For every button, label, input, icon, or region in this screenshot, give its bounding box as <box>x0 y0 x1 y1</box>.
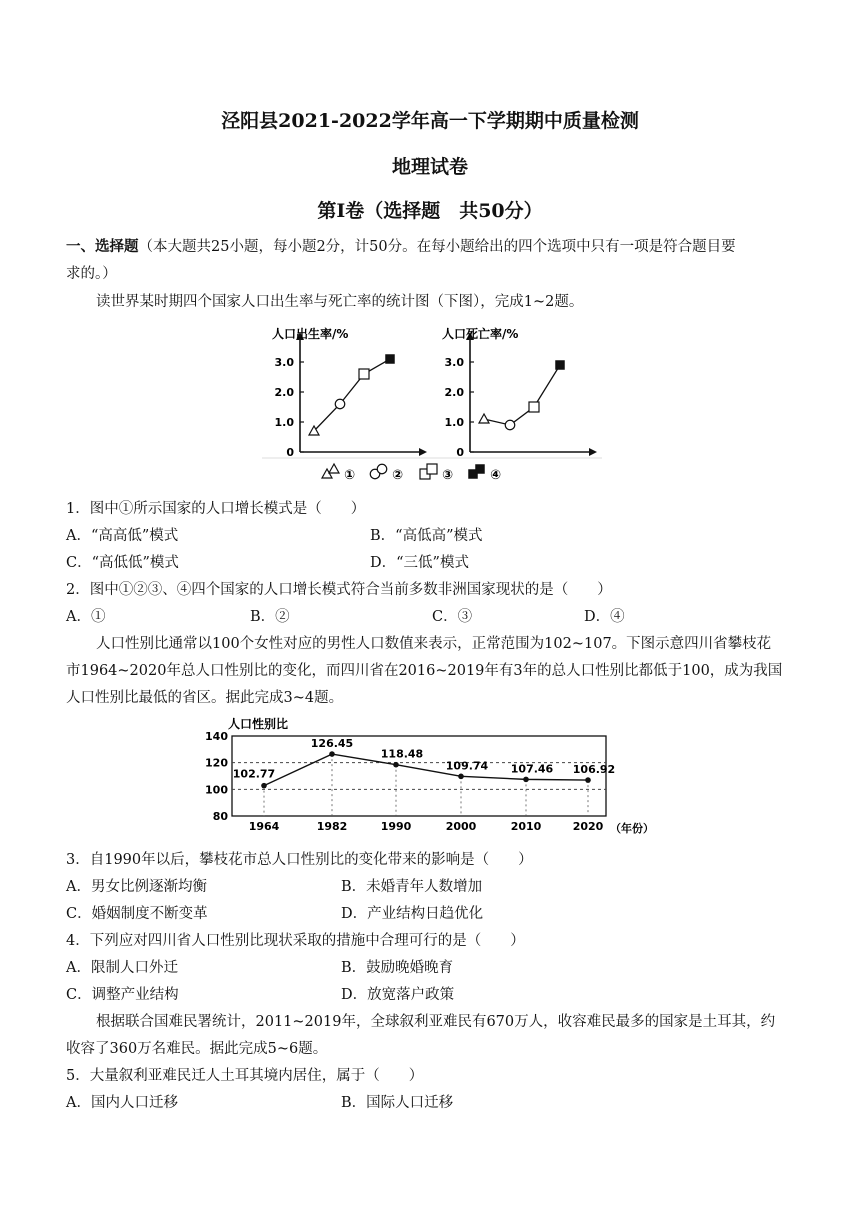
section-heading <box>66 235 736 256</box>
q1-option-a[interactable]: A．“高高低”模式 <box>66 528 179 544</box>
y-tick-label: 80 <box>212 810 228 823</box>
q2-option-c[interactable]: C．③ <box>432 609 473 625</box>
q3-option-d[interactable]: D．产业结构日趋优化 <box>341 906 484 922</box>
q2-option-d[interactable]: D．④ <box>584 609 625 625</box>
section-desc: （本大题共25小题，每小题2分，计50分。在每小题给出的四个选项中只有一项是符合题目要 <box>138 239 736 255</box>
data-label: 102.77 <box>232 767 276 781</box>
q1-stem: 1．图中①所示国家的人口增长模式是（ ） <box>66 501 366 517</box>
birth-tick-label: 1.0 <box>274 416 294 429</box>
birth-tick-label: 0 <box>286 446 294 459</box>
intro-q3-4-line3: 人口性别比最低的省区。据此完成3~4题。 <box>66 690 344 706</box>
rate-charts-figure <box>262 320 602 488</box>
birth-rate-chart <box>272 326 427 459</box>
q1-option-c[interactable]: C．“高低低”模式 <box>66 555 179 571</box>
x-tick-label: 2000 <box>445 820 477 833</box>
q4-option-a[interactable]: A．限制人口外迁 <box>66 960 178 976</box>
data-point <box>329 751 335 757</box>
sex-ratio-chart <box>196 714 666 838</box>
death-tick-label: 3.0 <box>444 356 464 369</box>
x-tick-label: 2020 <box>572 820 604 833</box>
legend-label-3: ③ <box>442 468 454 483</box>
exam-title: 泾阳县2021-2022学年高一下学期期中质量检测 <box>221 110 639 132</box>
birth-point-3 <box>359 369 369 379</box>
q5-stem: 5．大量叙利亚难民迁人土耳其境内居住，属于（ ） <box>66 1068 424 1084</box>
subject-title: 地理试卷 <box>391 156 468 178</box>
legend-marker-3-b <box>427 464 437 474</box>
data-point <box>585 777 591 783</box>
y-tick-label: 140 <box>205 730 228 743</box>
q4-stem: 4．下列应对四川省人口性别比现状采取的措施中合理可行的是（ ） <box>66 933 525 949</box>
q3-stem: 3．自1990年以后，攀枝花市总人口性别比的变化带来的影响是（ ） <box>66 852 533 868</box>
data-point <box>523 777 529 783</box>
q2-stem: 2．图中①②③、④四个国家的人口增长模式符合当前多数非洲国家现状的是（ ） <box>66 582 612 598</box>
death-point-3 <box>529 402 539 412</box>
data-label: 126.45 <box>310 737 354 751</box>
q5-option-b[interactable]: B．国际人口迁移 <box>341 1095 454 1111</box>
intro-q5-6-line2: 收容了360万名难民。据此完成5~6题。 <box>66 1041 328 1057</box>
legend-marker-2-b <box>377 464 387 474</box>
q1-option-d[interactable]: D．“三低”模式 <box>370 555 469 571</box>
legend-marker-4-b <box>476 465 485 474</box>
part-title: 第Ⅰ卷（选择题 共50分） <box>317 200 543 222</box>
q4-option-b[interactable]: B．鼓励晚婚晚育 <box>341 960 454 976</box>
x-tick-label: 1982 <box>316 820 348 833</box>
q4-option-d[interactable]: D．放宽落户政策 <box>341 987 455 1003</box>
q4-option-c[interactable]: C．调整产业结构 <box>66 987 179 1003</box>
chart-legend <box>322 464 501 483</box>
birth-title: 人口出生率/% <box>272 327 349 341</box>
birth-tick-label: 2.0 <box>274 386 294 399</box>
q3-option-c[interactable]: C．婚姻制度不断变革 <box>66 906 208 922</box>
death-rate-chart <box>442 326 597 459</box>
chart-ylabel: 人口性别比 <box>228 717 289 731</box>
data-label: 107.46 <box>510 762 554 776</box>
q2-option-a[interactable]: A．① <box>66 609 106 625</box>
death-tick-label: 0 <box>456 446 464 459</box>
data-point <box>393 762 399 768</box>
death-tick-label: 1.0 <box>444 416 464 429</box>
birth-x-arrow <box>419 448 427 456</box>
q3-option-a[interactable]: A．男女比例逐渐均衡 <box>66 879 207 895</box>
x-tick-label: 1964 <box>248 820 280 833</box>
y-tick-label: 120 <box>205 756 228 770</box>
intro-q1-2: 读世界某时期四个国家人口出生率与死亡率的统计图（下图），完成1~2题。 <box>96 294 584 310</box>
death-tick-label: 2.0 <box>444 386 464 399</box>
data-point <box>458 774 464 780</box>
data-label: 106.92 <box>572 763 616 777</box>
birth-series-line <box>314 359 390 431</box>
y-tick-label: 100 <box>205 783 228 797</box>
legend-label-2: ② <box>392 468 404 483</box>
birth-tick-label: 3.0 <box>274 356 294 369</box>
x-tick-label: 2010 <box>510 820 542 833</box>
data-point <box>261 783 267 789</box>
intro-q5-6-line1: 根据联合国难民署统计，2011~2019年，全球叙利亚难民有670万人，收容难民最多的国家是土耳其，约 <box>96 1014 776 1030</box>
death-point-2 <box>505 420 515 430</box>
x-tick-label: 1990 <box>380 820 412 833</box>
q1-option-b[interactable]: B．“高低高”模式 <box>370 528 483 544</box>
q3-option-b[interactable]: B．未婚青年人数增加 <box>341 879 483 895</box>
birth-point-2 <box>335 399 345 409</box>
intro-q3-4-line2: 市1964~2020年总人口性别比的变化，而四川省在2016~2019年有3年的总人口性别比都低于100，成为我国 <box>66 663 783 679</box>
death-point-1 <box>479 414 489 423</box>
legend-label-1: ① <box>344 468 356 483</box>
death-x-arrow <box>589 448 597 456</box>
death-point-4 <box>556 361 565 370</box>
death-title: 人口死亡率/% <box>442 327 519 341</box>
chart-xlabel: （年份） <box>610 822 654 835</box>
q2-option-b[interactable]: B．② <box>250 609 290 625</box>
birth-point-4 <box>386 355 395 364</box>
data-label: 109.74 <box>445 759 489 773</box>
death-series-line <box>484 365 560 425</box>
q5-option-a[interactable]: A．国内人口迁移 <box>66 1095 178 1111</box>
section-desc-cont: 求的。） <box>66 266 117 282</box>
legend-marker-1-b <box>329 464 339 473</box>
legend-label-4: ④ <box>490 468 502 483</box>
data-label: 118.48 <box>380 747 424 761</box>
section-label: 一、选择题 <box>66 238 139 255</box>
intro-q3-4-line1: 人口性别比通常以100个女性对应的男性人口数值来表示，正常范围为102~107。下图示意四川省攀枝花 <box>96 636 772 652</box>
